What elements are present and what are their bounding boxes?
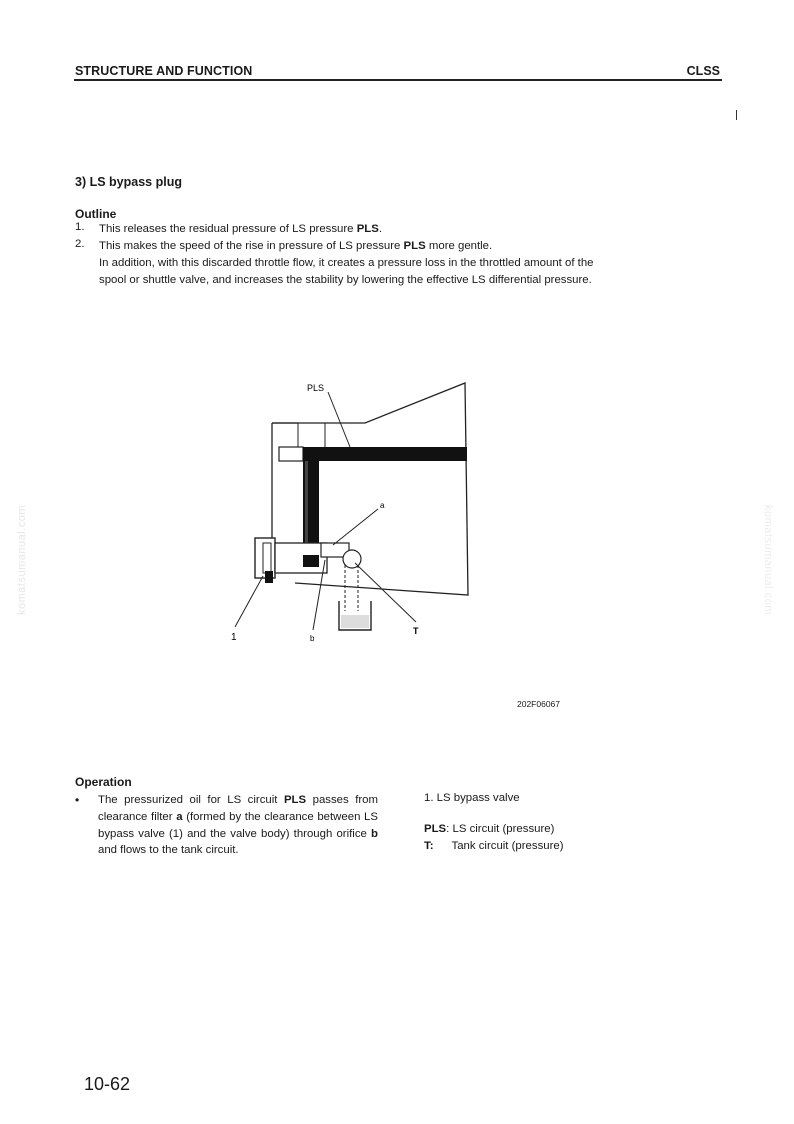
outline-item-2: This makes the speed of the rise in pressure of LS pressure PLS more gentle. bbox=[99, 240, 493, 252]
figure-code: 202F06067 bbox=[517, 699, 561, 709]
pls-key: PLS bbox=[403, 240, 426, 252]
legend-pls: PLS: LS circuit (pressure) bbox=[424, 823, 555, 835]
label-b: b bbox=[310, 634, 315, 643]
label-pls: PLS bbox=[307, 383, 325, 393]
bullet-point: • bbox=[75, 793, 80, 807]
outline-item-1: This releases the residual pressure of LS pressure PLS. bbox=[99, 223, 383, 235]
pls-key: PLS bbox=[356, 223, 379, 235]
ls-bypass-plug-diagram bbox=[225, 375, 500, 650]
header-rule bbox=[74, 79, 722, 81]
legend-t: T: Tank circuit (pressure) bbox=[424, 840, 564, 852]
outline-item-2-number: 2. bbox=[75, 238, 85, 250]
watermark-right: komatsumanual.com bbox=[762, 505, 774, 615]
outline-heading: Outline bbox=[75, 207, 117, 221]
page-number: 10-62 bbox=[84, 1074, 131, 1094]
legend-item-1: 1. LS bypass valve bbox=[424, 792, 520, 804]
topic-header: CLSS bbox=[686, 64, 720, 78]
label-1: 1 bbox=[231, 632, 237, 643]
watermark-left: komatsumanual.com bbox=[16, 505, 28, 615]
outline-item-1-number: 1. bbox=[75, 221, 85, 233]
filter-a-key: a bbox=[176, 810, 183, 823]
label-t: T bbox=[413, 626, 419, 636]
label-a: a bbox=[380, 501, 385, 510]
section-header: STRUCTURE AND FUNCTION bbox=[75, 64, 253, 78]
pls-key: PLS bbox=[283, 794, 307, 806]
operation-heading: Operation bbox=[75, 775, 132, 789]
outline-continuation-1: In addition, with this discarded throttle flow, it creates a pressure loss in the throttled amount of the bbox=[99, 257, 594, 269]
outline-continuation-2: spool or shuttle valve, and increases the stability by lowering the effective LS differential pressure. bbox=[99, 274, 592, 286]
section-title: 3) LS bypass plug bbox=[75, 175, 182, 189]
operation-paragraph: The pressurized oil for LS circuit PLS passes from clearance filter a (formed by the clearance between LS bypass valve (1) and the valve body) through orifice b and flows to the tank circuit. bbox=[98, 794, 378, 857]
margin-mark bbox=[736, 110, 737, 120]
orifice-b-key: b bbox=[371, 827, 378, 840]
